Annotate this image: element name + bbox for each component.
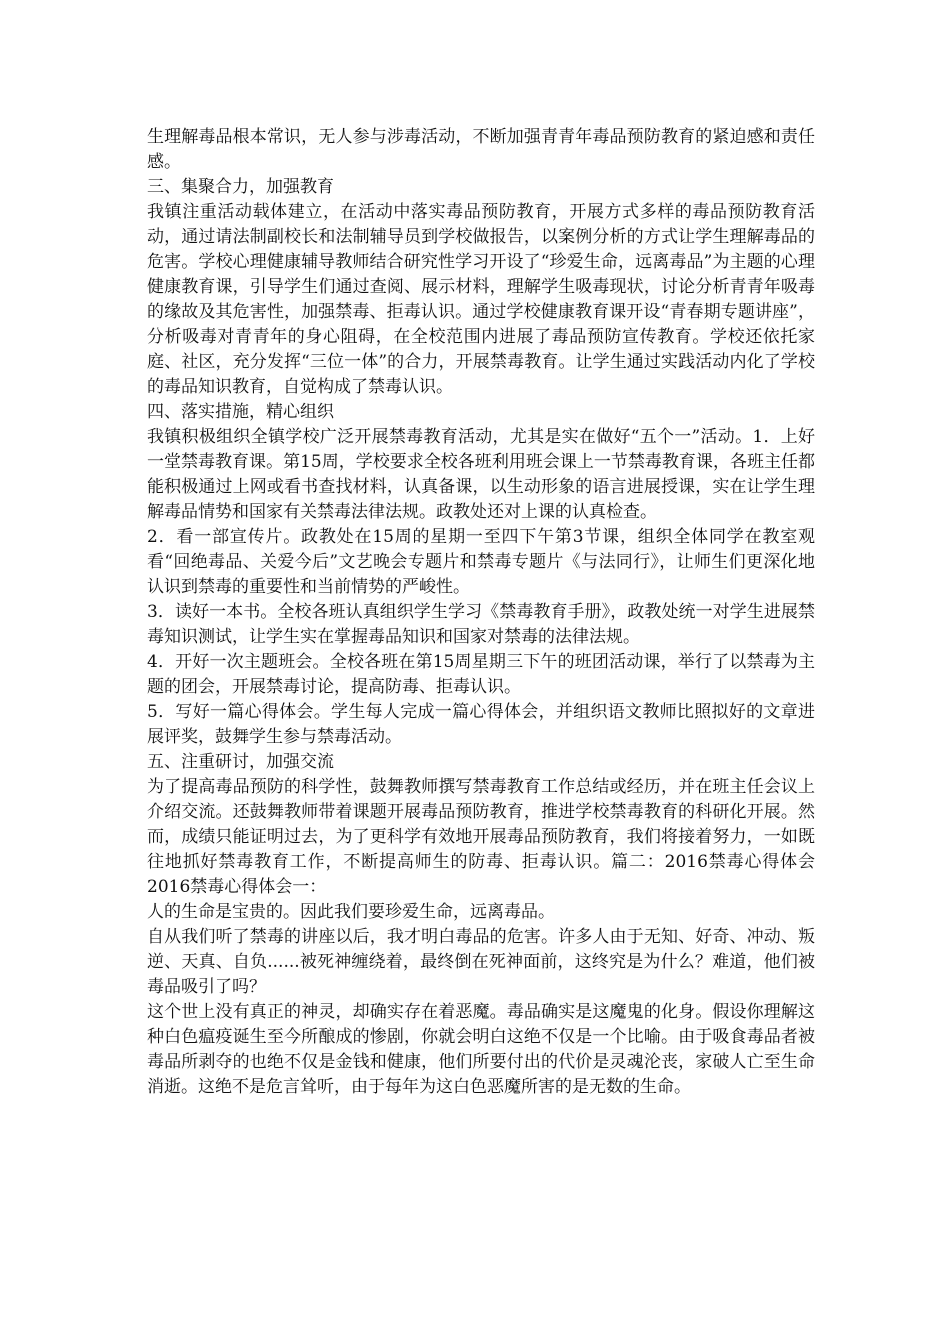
section-heading-4: 四、落实措施，精心组织: [147, 402, 334, 422]
paragraph-essay-demon: 这个世上没有真正的神灵，却确实存在着恶魔。毒品确实是这魔鬼的化身。假设你理解这种白色瘟疫诞生至今所酿成的惨剧，你就会明白这绝不仅是一个比喻。由于吸食毒品者被毒品所剥夺的也绝不仅是金钱和健康，他们所要付出的代价是灵魂沦丧，家破人亡至生命消逝。这绝不是危言耸听，由于每年为这白色恶魔所害的是无数的生命。: [147, 1002, 815, 1097]
paragraph-intro-continuation: 生理解毒品根本常识，无人参与涉毒活动，不断加强青青年毒品预防教育的紧迫感和责任感。: [147, 127, 815, 172]
paragraph-essay-opening: 人的生命是宝贵的。因此我们要珍爱生命，远离毒品。: [147, 902, 555, 922]
paragraph-section-5: 为了提高毒品预防的科学性，鼓舞教师撰写禁毒教育工作总结或经历，并在班主任会议上介绍交流。还鼓舞教师带着课题开展毒品预防教育，推进学校禁毒教育的科研化开展。然而，成绩只能证明过去，为了更科学有效地开展毒品预防教育，我们将接着努力，一如既往地抓好禁毒教育工作，不断提高师生的防毒、拒毒认识。篇二：2016禁毒心得体会 2016禁毒心得体会一：: [147, 777, 815, 897]
section-heading-5: 五、注重研讨，加强交流: [147, 752, 334, 772]
section-heading-3: 三、集聚合力，加强教育: [147, 177, 334, 197]
paragraph-item-2: 2．看一部宣传片。政教处在15周的星期一至四下午第3节课，组织全体同学在教室观看“回绝毒品、关爱今后”文艺晚会专题片和禁毒专题片《与法同行》，让师生们更深化地认识到禁毒的重要性和当前情势的严峻性。: [147, 527, 815, 597]
paragraph-essay-lecture: 自从我们听了禁毒的讲座以后，我才明白毒品的危害。许多人由于无知、好奇、冲动、叛逆、天真、自负......被死神缠绕着，最终倒在死神面前，这终究是为什么？难道，他们被毒品吸引了吗？: [147, 927, 815, 997]
paragraph-section-3: 我镇注重活动载体建立，在活动中落实毒品预防教育，开展方式多样的毒品预防教育活动，通过请法制副校长和法制辅导员到学校做报告，以案例分析的方式让学生理解毒品的危害。学校心理健康辅导教师结合研究性学习开设了“珍爱生命，远离毒品”为主题的心理健康教育课，引导学生们通过查阅、展示材料，理解学生吸毒现状，讨论分析青青年吸毒的缘故及其危害性，加强禁毒、拒毒认识。通过学校健康教育课开设“青春期专题讲座”，分析吸毒对青青年的身心阻碍，在全校范围内进展了毒品预防宣传教育。学校还依托家庭、社区，充分发挥“三位一体”的合力，开展禁毒教育。让学生通过实践活动内化了学校的毒品知识教育，自觉构成了禁毒认识。: [147, 202, 815, 397]
paragraph-item-5: 5．写好一篇心得体会。学生每人完成一篇心得体会，并组织语文教师比照拟好的文章进展评奖，鼓舞学生参与禁毒活动。: [147, 702, 815, 747]
document-page: [147, 125, 815, 1100]
paragraph-item-3: 3．读好一本书。全校各班认真组织学生学习《禁毒教育手册》，政教处统一对学生进展禁毒知识测试，让学生实在掌握毒品知识和国家对禁毒的法律法规。: [147, 602, 815, 647]
paragraph-item-1: 我镇积极组织全镇学校广泛开展禁毒教育活动，尤其是实在做好“五个一”活动。1．上好一堂禁毒教育课。第15周，学校要求全校各班利用班会课上一节禁毒教育课，各班主任都能积极通过上网或看书查找材料，认真备课，以生动形象的语言进展授课，实在让学生理解毒品情势和国家有关禁毒法律法规。政教处还对上课的认真检查。: [147, 427, 815, 522]
paragraph-item-4: 4．开好一次主题班会。全校各班在第15周星期三下午的班团活动课，举行了以禁毒为主题的团会，开展禁毒讨论，提高防毒、拒毒认识。: [147, 652, 815, 697]
